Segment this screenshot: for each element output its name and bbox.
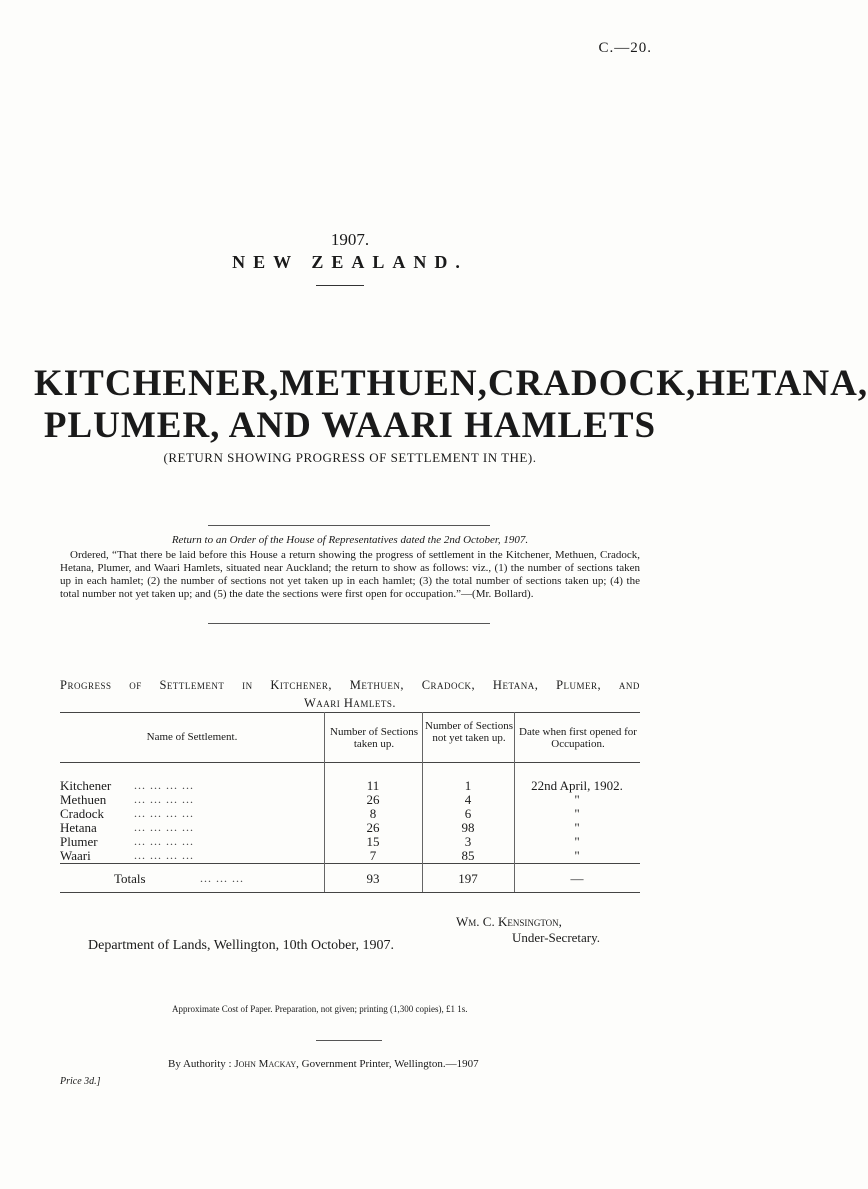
sections-not-taken-up: 4 xyxy=(464,792,472,807)
date-opened: " xyxy=(574,806,580,821)
title-word: CRADOCK, xyxy=(487,363,697,404)
sections-taken-up: 11 xyxy=(366,778,380,793)
settlement-name: Kitchener xyxy=(60,778,112,793)
settlement-name: Hetana xyxy=(60,820,97,835)
heading-word: Plumer, xyxy=(556,678,602,692)
heading-word: of xyxy=(129,678,142,692)
signature-block xyxy=(456,914,600,946)
leader-dots: ... ... ... ... xyxy=(134,792,194,806)
authority-line xyxy=(168,1058,479,1070)
leader-dots: ... ... ... ... xyxy=(134,820,194,834)
sections-not-taken-up: 6 xyxy=(464,806,472,821)
settlement-name: Cradock xyxy=(60,806,105,821)
sections-taken-up: 15 xyxy=(366,834,380,849)
date-opened: " xyxy=(574,834,580,849)
date-opened: " xyxy=(574,820,580,835)
sections-taken-up: 26 xyxy=(366,820,380,835)
cost-line: Approximate Cost of Paper. Preparation, not given; printing (1,300 copies), £1 1s. xyxy=(172,1004,468,1014)
heading-word: and xyxy=(618,678,640,692)
heading-word: Settlement xyxy=(159,678,225,692)
leader-dots: ... ... ... ... xyxy=(134,806,194,820)
printer-name: John Mackay, xyxy=(234,1058,299,1070)
heading-word: Methuen, xyxy=(349,678,404,692)
leader-dots: ... ... ... ... xyxy=(134,778,194,792)
total-date: — xyxy=(570,871,584,886)
price-label: Price 3d.] xyxy=(60,1076,101,1087)
date-opened: " xyxy=(574,792,580,807)
totals-top-rule xyxy=(60,863,640,864)
title-line-1 xyxy=(34,362,868,405)
document-reference: C.—20. xyxy=(598,40,652,56)
order-reference: Return to an Order of the House of Representatives dated the 2nd October, 1907. xyxy=(171,534,529,546)
publication-year: 1907. xyxy=(330,230,370,249)
title-word: METHUEN, xyxy=(279,363,488,404)
table-heading-line-1 xyxy=(60,676,640,694)
date-opened: 22nd April, 1902. xyxy=(531,778,623,793)
leader-dots: ... ... ... ... xyxy=(134,848,194,862)
sections-taken-up: 8 xyxy=(369,806,377,821)
order-top-rule xyxy=(208,525,490,526)
leader-dots: ... ... ... xyxy=(200,871,244,885)
sections-not-taken-up: 1 xyxy=(464,778,472,793)
department-line: Department of Lands, Wellington, 10th October, 1907. xyxy=(88,938,394,953)
settlement-name: Methuen xyxy=(60,792,107,807)
heading-word: Cradock, xyxy=(421,678,476,692)
table-heading-line-2: Waari Hamlets. xyxy=(303,696,397,710)
column-header-taken-up: Number of Sections taken up. xyxy=(330,726,418,750)
order-text: Ordered, “That there be laid before this House a return showing the progress of settlement in the Kitchener, Methuen, Cradock, Hetana, Plumer, and Waari Hamlets, situated near Auckland; the return to show as follows: viz., (1) the number of sections taken up in each hamlet; (2) the number of sections not yet taken up in each hamlet; (3) the total number of sections taken up; (4) the total number not yet taken up; and (5) the date the sections were first open for occupation.”—(Mr. Bollard). xyxy=(60,549,640,600)
title-word: KITCHENER, xyxy=(34,363,280,404)
sections-not-taken-up: 85 xyxy=(461,848,475,863)
leader-dots: ... ... ... ... xyxy=(134,834,194,848)
column-header-date-opened: Date when first opened for Occupation. xyxy=(519,726,637,750)
settlement-name: Plumer xyxy=(60,834,98,849)
total-not-taken-up: 197 xyxy=(458,871,478,886)
heading-word: in xyxy=(242,678,253,692)
sections-taken-up: 26 xyxy=(366,792,380,807)
settlement-name: Waari xyxy=(60,848,91,863)
authority-prefix: By Authority : xyxy=(168,1058,232,1070)
table-top-rule xyxy=(60,712,640,713)
column-header-name: Name of Settlement. xyxy=(146,731,238,743)
table-bottom-rule xyxy=(60,892,640,893)
column-header-not-taken-up: Number of Sections not yet taken up. xyxy=(425,720,513,744)
title-word: HETANA, xyxy=(696,363,868,404)
signatory-title: Under-Secretary. xyxy=(512,930,601,945)
sections-taken-up: 7 xyxy=(369,848,377,863)
footer-rule xyxy=(316,1040,382,1041)
authority-suffix: Government Printer, Wellington.—1907 xyxy=(301,1058,479,1070)
heading-word: Kitchener, xyxy=(270,678,333,692)
total-taken-up: 93 xyxy=(366,871,380,886)
masthead-divider xyxy=(316,285,364,286)
signatory-name: Wm. C. Kensington, xyxy=(456,914,562,929)
table-heading xyxy=(60,676,640,712)
title-line-2: PLUMER, AND WAARI HAMLETS xyxy=(43,405,657,446)
date-opened: " xyxy=(574,848,580,863)
order-bottom-rule xyxy=(208,623,490,624)
header-bottom-rule xyxy=(60,762,640,763)
subtitle: (RETURN SHOWING PROGRESS OF SETTLEMENT IN THE). xyxy=(163,450,537,465)
sections-not-taken-up: 98 xyxy=(461,820,475,835)
heading-word: Hetana, xyxy=(492,678,539,692)
sections-not-taken-up: 3 xyxy=(464,834,472,849)
country-heading: NEW ZEALAND. xyxy=(232,252,468,272)
heading-word: Progress xyxy=(60,678,112,692)
totals-label: Totals xyxy=(114,871,146,886)
